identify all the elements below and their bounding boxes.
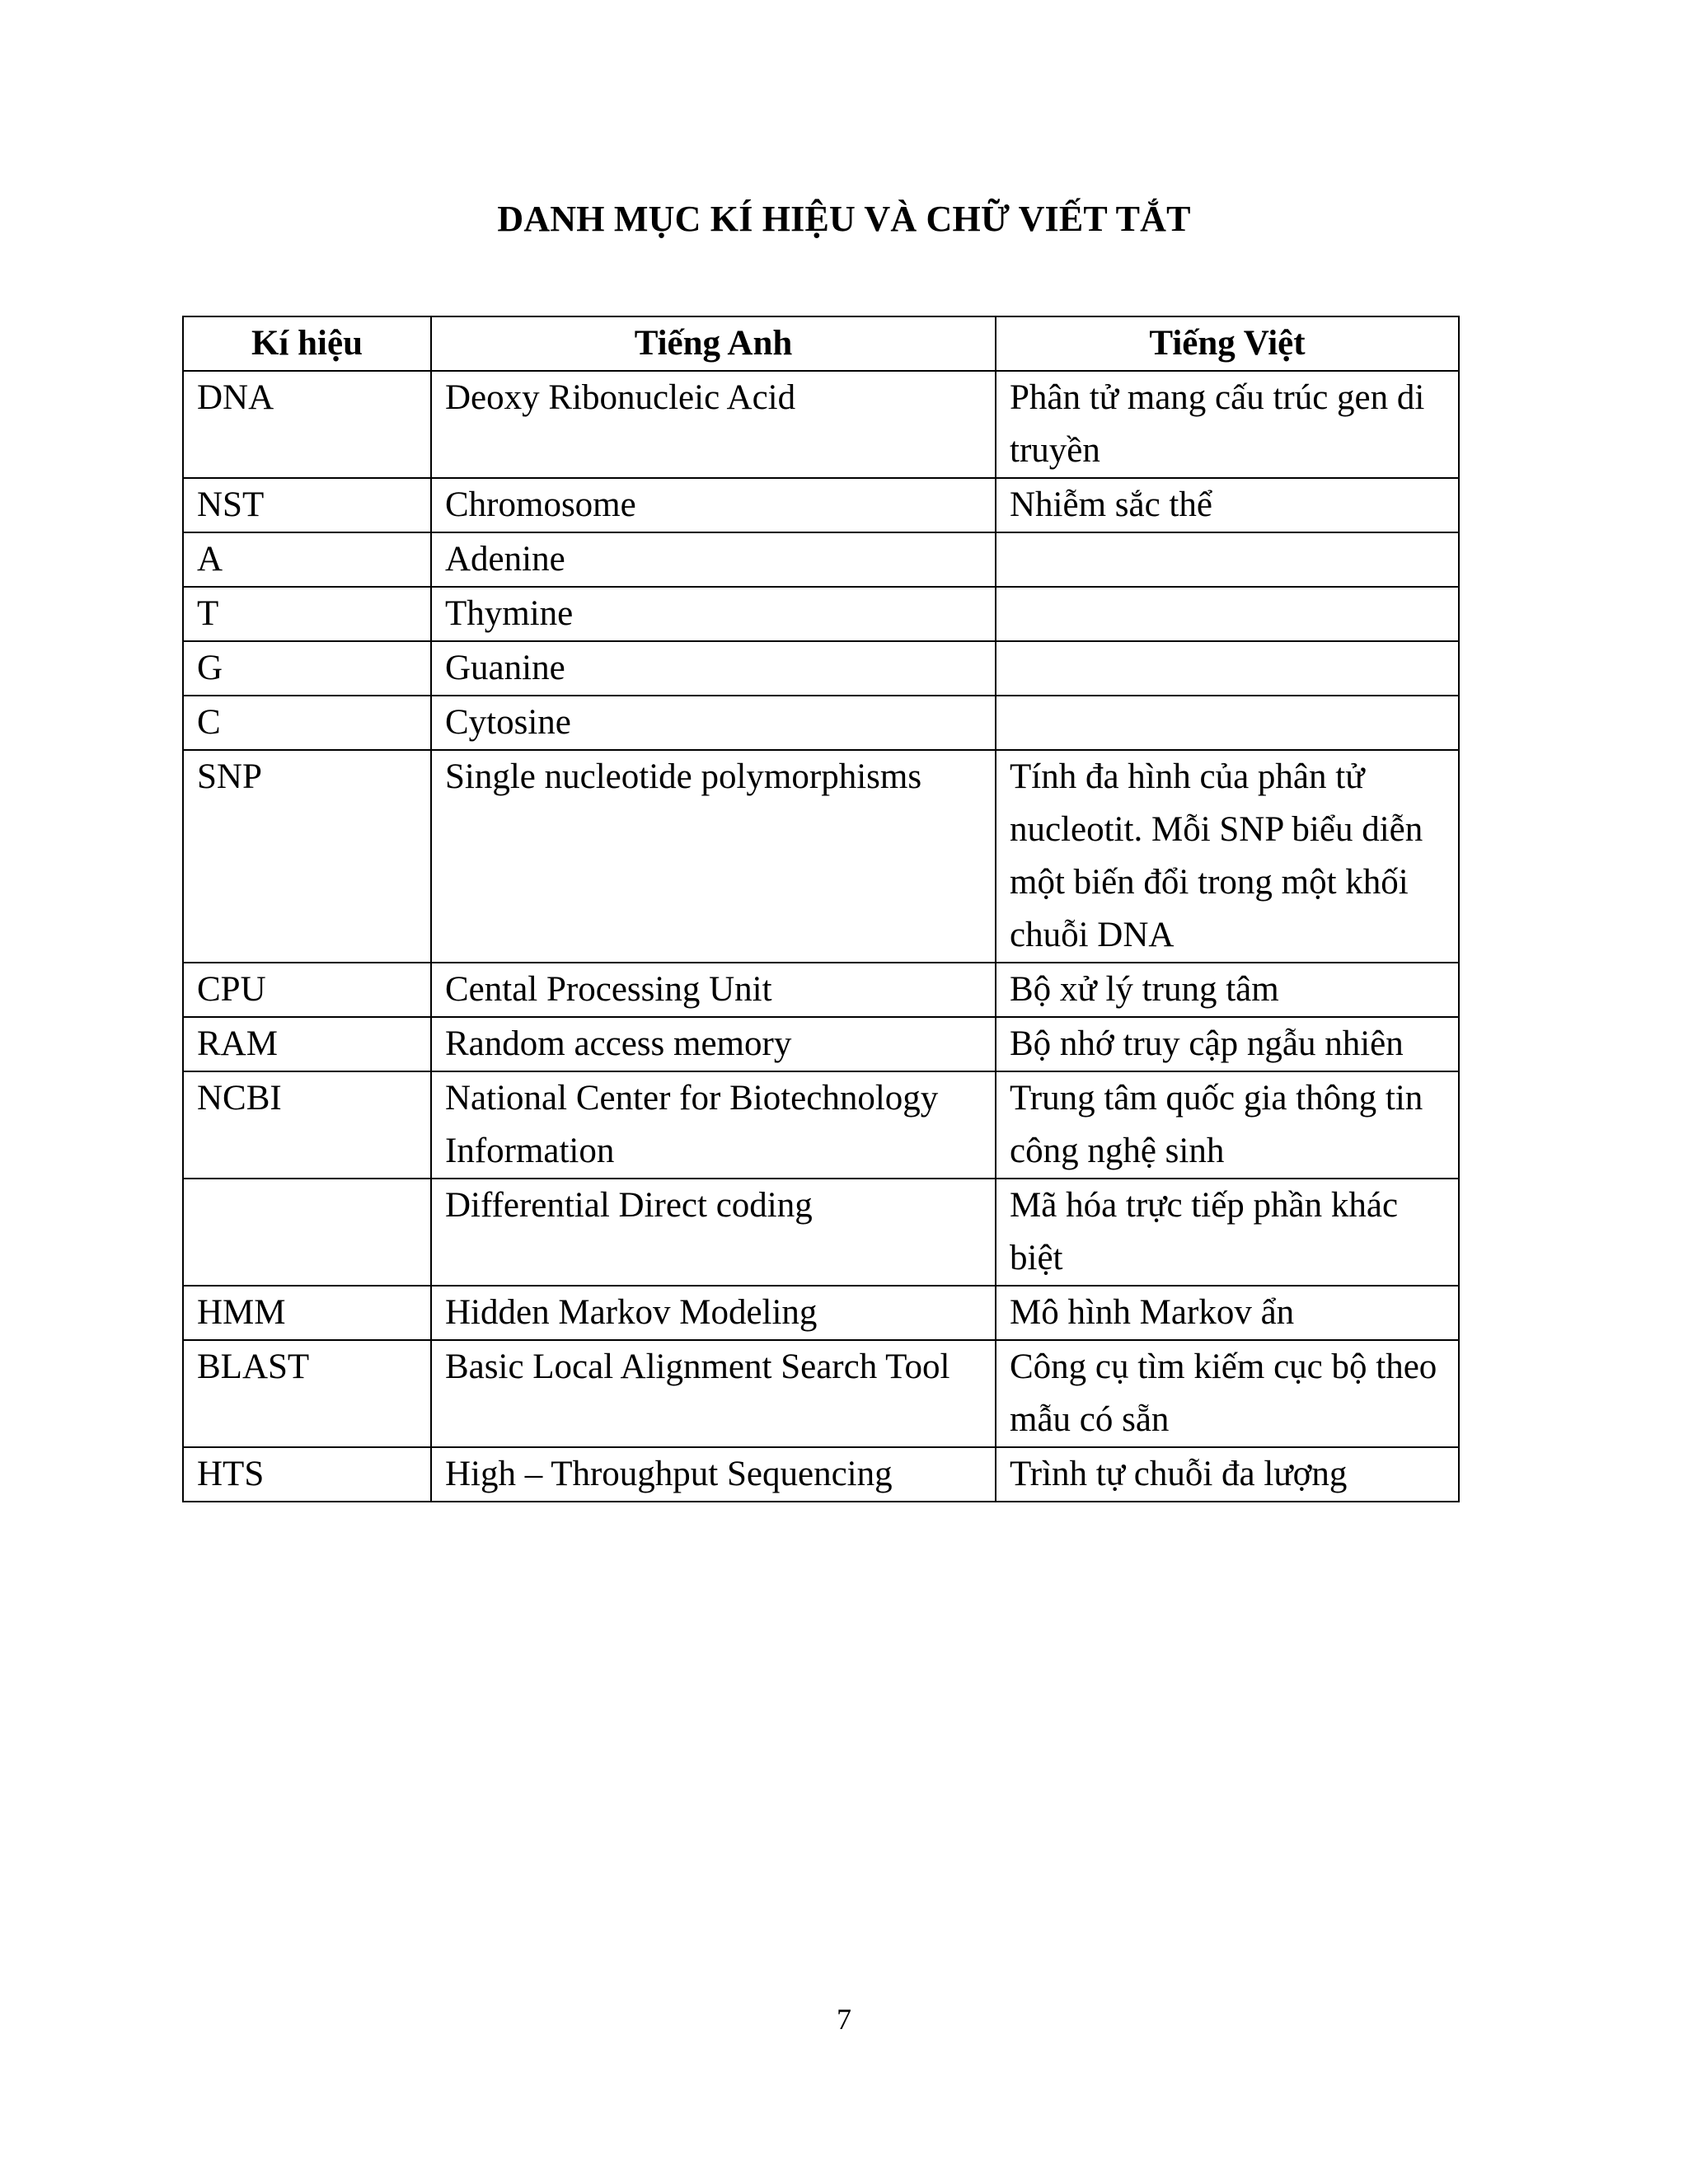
table-row [183,1071,1459,1179]
cell-vietnamese [996,587,1459,641]
cell-english: Basic Local Alignment Search Tool [431,1340,996,1447]
cell-vietnamese: Tính đa hình của phân tử nucleotit. Mỗi SNP biểu diễn một biến đổi trong một khối chuỗi DNA [996,750,1459,963]
cell-vietnamese [996,696,1459,750]
cell-symbol: CPU [183,963,431,1017]
page-number: 7 [837,2003,851,2036]
cell-symbol: HMM [183,1286,431,1340]
page-title: DANH MỤC KÍ HIỆU VÀ CHỮ VIẾT TẮT [497,199,1191,239]
header-vietnamese: Tiếng Việt [996,316,1459,371]
cell-english: High – Throughput Sequencing [431,1447,996,1502]
header-symbol: Kí hiệu [183,316,431,371]
cell-english: Hidden Markov Modeling [431,1286,996,1340]
cell-english: Guanine [431,641,996,696]
table-row [183,696,1459,750]
cell-vietnamese: Công cụ tìm kiếm cục bộ theo mẫu có sẵn [996,1340,1459,1447]
table-row [183,587,1459,641]
table-row [183,478,1459,532]
cell-symbol: NST [183,478,431,532]
cell-english: Differential Direct coding [431,1179,996,1286]
cell-vietnamese: Trình tự chuỗi đa lượng [996,1447,1459,1502]
cell-vietnamese: Mã hóa trực tiếp phần khác biệt [996,1179,1459,1286]
cell-symbol: SNP [183,750,431,963]
cell-symbol: DNA [183,371,431,478]
table-row [183,641,1459,696]
cell-english: Single nucleotide polymorphisms [431,750,996,963]
cell-english: Random access memory [431,1017,996,1071]
table-row [183,1340,1459,1447]
header-english: Tiếng Anh [431,316,996,371]
cell-symbol: C [183,696,431,750]
table-row [183,963,1459,1017]
cell-vietnamese: Mô hình Markov ẩn [996,1286,1459,1340]
cell-symbol: G [183,641,431,696]
table-header-row [183,316,1459,371]
cell-vietnamese [996,641,1459,696]
table-row [183,1447,1459,1502]
table-row [183,1286,1459,1340]
cell-english: National Center for Biotechnology Information [431,1071,996,1179]
table-row [183,1179,1459,1286]
cell-english: Deoxy Ribonucleic Acid [431,371,996,478]
cell-vietnamese: Bộ xử lý trung tâm [996,963,1459,1017]
cell-symbol: BLAST [183,1340,431,1447]
table-row [183,750,1459,963]
cell-symbol: HTS [183,1447,431,1502]
cell-symbol: A [183,532,431,587]
cell-symbol: RAM [183,1017,431,1071]
cell-vietnamese: Phân tử mang cấu trúc gen di truyền [996,371,1459,478]
cell-vietnamese: Trung tâm quốc gia thông tin công nghệ sinh [996,1071,1459,1179]
table-row [183,1017,1459,1071]
cell-vietnamese: Nhiễm sắc thể [996,478,1459,532]
table-row [183,371,1459,478]
cell-english: Cytosine [431,696,996,750]
cell-symbol: NCBI [183,1071,431,1179]
abbreviation-table [182,316,1460,1502]
cell-symbol: T [183,587,431,641]
cell-english: Adenine [431,532,996,587]
cell-vietnamese: Bộ nhớ truy cập ngẫu nhiên [996,1017,1459,1071]
cell-english: Chromosome [431,478,996,532]
cell-english: Cental Processing Unit [431,963,996,1017]
cell-vietnamese [996,532,1459,587]
cell-english: Thymine [431,587,996,641]
table-row [183,532,1459,587]
cell-symbol [183,1179,431,1286]
